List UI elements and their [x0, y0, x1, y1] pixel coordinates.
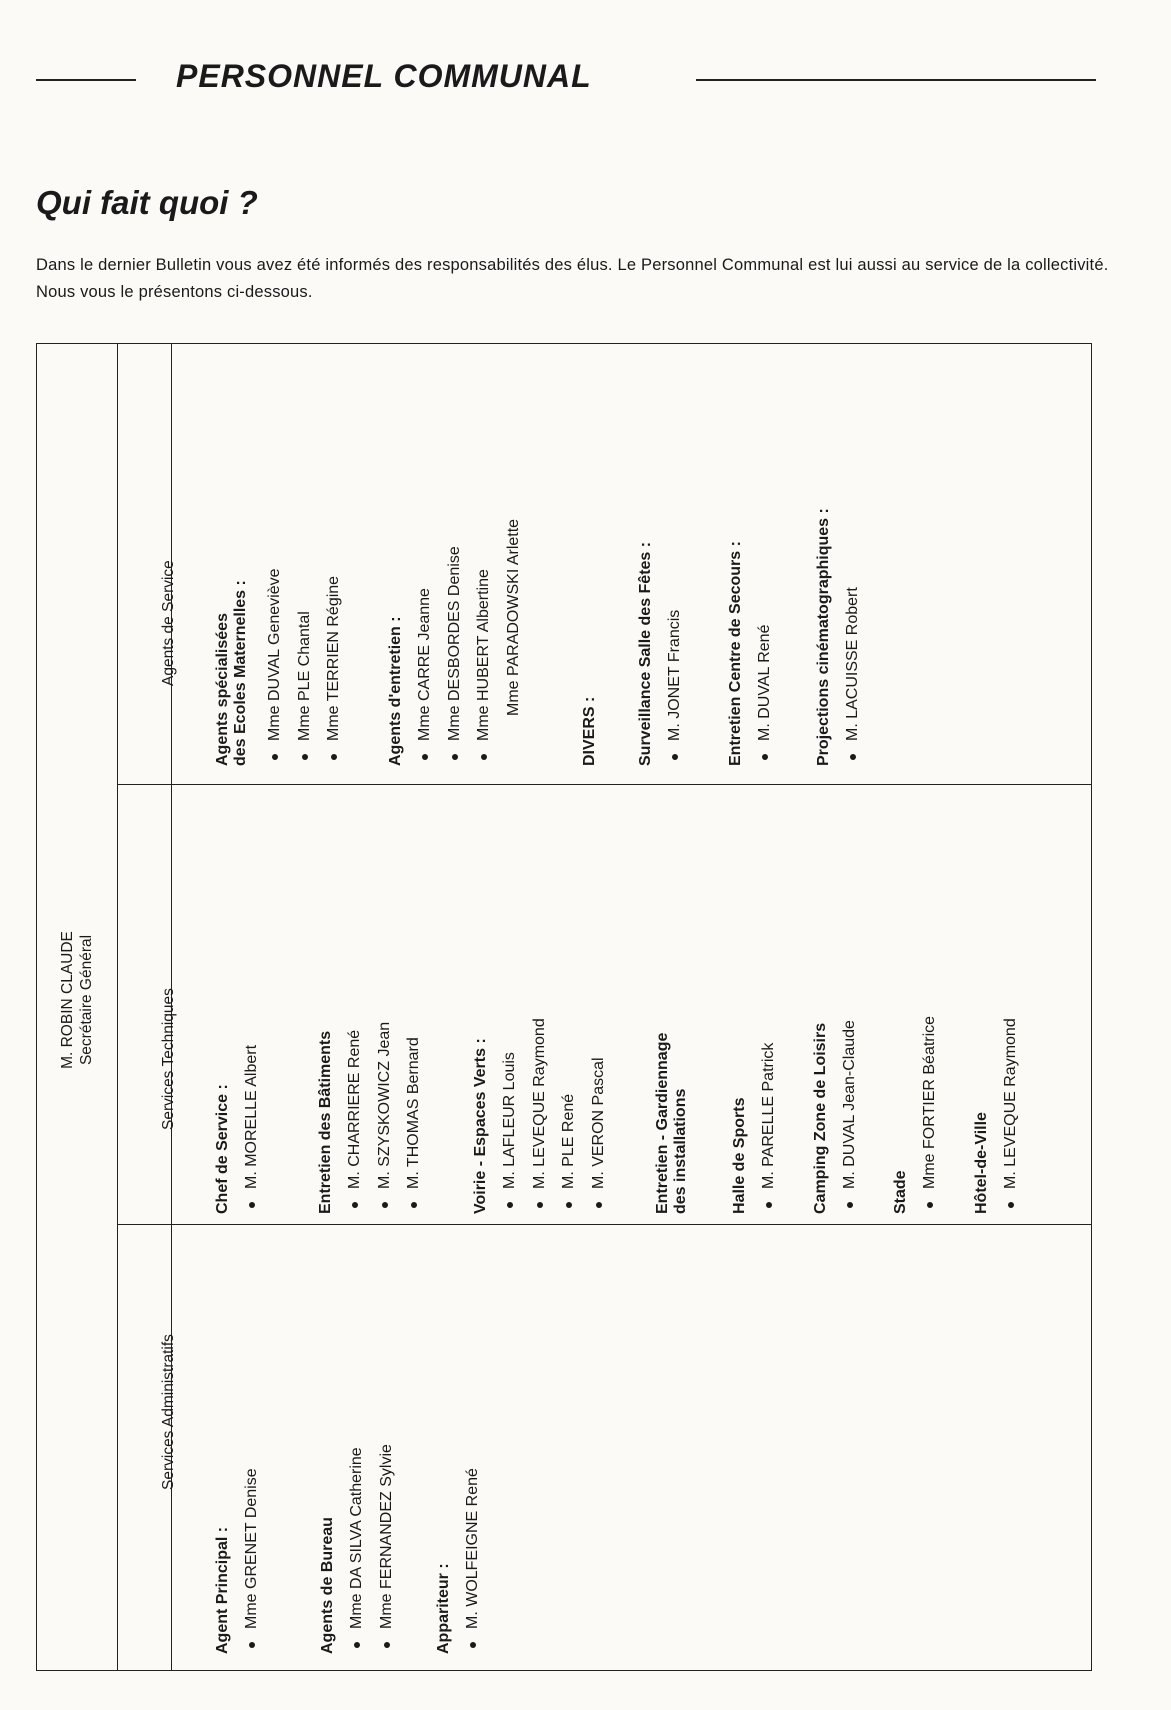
list-item: M. LEVEQUE Raymond — [525, 1018, 555, 1214]
list-item: Mme HUBERT Albertine — [469, 519, 499, 766]
group-members-camping — [835, 1020, 865, 1214]
list-item: Mme DUVAL Geneviève — [260, 568, 290, 766]
bullet-icon — [354, 1642, 360, 1648]
bullet-icon — [331, 754, 337, 760]
group-heading-agents-entretien: Agents d'entretien : — [387, 616, 404, 766]
bullet-icon — [470, 1642, 476, 1648]
list-item: M. PARELLE Patrick — [754, 1043, 784, 1214]
list-item: Mme DA SILVA Catherine — [342, 1444, 372, 1654]
group-heading-entretien-batiments: Entretien des Bâtiments — [317, 1030, 334, 1214]
list-item: M. LACUISSE Robert — [838, 587, 868, 766]
secretary-role: Secrétaire Général — [77, 934, 95, 1066]
list-item: M. WOLFEIGNE René — [458, 1468, 488, 1654]
bullet-icon — [249, 1642, 255, 1648]
group-members-halle-sports — [754, 1043, 784, 1214]
secretary-block — [59, 848, 96, 1152]
group-heading-salle-fetes: Surveillance Salle des Fêtes : — [637, 541, 654, 766]
banner-rule-left — [36, 79, 136, 81]
column-header-admin: Services Administratifs — [160, 1334, 177, 1490]
secretary-name: M. ROBIN CLAUDE — [59, 931, 76, 1069]
banner-rule-right — [696, 79, 1096, 81]
group-members-stade — [915, 1016, 945, 1214]
group-heading-stade: Stade — [892, 1170, 909, 1214]
page-subtitle: Qui fait quoi ? — [36, 184, 258, 221]
list-item: Mme FERNANDEZ Sylvie — [372, 1444, 402, 1654]
group-heading-agents-bureau: Agents de Bureau — [319, 1517, 336, 1654]
bullet-icon — [382, 1202, 388, 1208]
group-members-voirie-espaces-verts — [495, 1018, 613, 1214]
bullet-icon — [352, 1202, 358, 1208]
heading-line: Agents spécialisées — [214, 613, 231, 766]
group-members-agents-specialisees — [260, 568, 349, 766]
column-header-technique: Services Techniques — [160, 988, 177, 1130]
group-members-chef-service — [237, 1045, 267, 1214]
group-heading-centre-secours: Entretien Centre de Secours : — [727, 541, 744, 766]
list-item: Mme TERRIEN Régine — [319, 568, 349, 766]
group-members-agents-entretien — [410, 519, 528, 766]
group-members-entretien-batiments — [340, 1022, 429, 1214]
group-heading-voirie-espaces-verts: Voirie - Espaces Verts : — [472, 1038, 489, 1214]
heading-line: des Ecoles Maternelles : — [232, 580, 250, 766]
bullet-icon — [566, 1202, 572, 1208]
group-heading-halle-sports: Halle de Sports — [731, 1097, 748, 1214]
list-item: M. JONET Francis — [660, 610, 690, 766]
list-item: M. MORELLE Albert — [237, 1045, 267, 1214]
rotated-content — [37, 344, 1093, 1672]
page-banner — [36, 58, 1096, 98]
list-item: M. DUVAL René — [750, 625, 780, 766]
group-members-centre-secours — [750, 625, 780, 766]
bullet-icon — [672, 754, 678, 760]
group-heading-camping: Camping Zone de Loisirs — [812, 1022, 829, 1214]
bullet-icon — [272, 754, 278, 760]
bullet-icon — [481, 754, 487, 760]
group-heading-appariteur: Appariteur : — [435, 1563, 452, 1654]
group-heading-entretien-gardiennage — [654, 1033, 691, 1214]
intro-paragraph: Dans le dernier Bulletin vous avez été informés des responsabilités des élus. Le Personnel Communal est lui aussi au service de la collectivité. Nous vous le présentons ci-dessous. — [36, 256, 1109, 301]
group-members-appariteur — [458, 1468, 488, 1654]
bullet-icon — [927, 1202, 933, 1208]
heading-line: des installations — [672, 1088, 690, 1214]
list-item: Mme FORTIER Béatrice — [915, 1016, 945, 1214]
bullet-icon — [422, 754, 428, 760]
list-item: Mme PLE Chantal — [290, 568, 320, 766]
bullet-icon — [847, 1202, 853, 1208]
group-heading-chef-service: Chef de Service : — [214, 1084, 231, 1214]
group-heading-agent-principal: Agent Principal : — [214, 1526, 231, 1654]
group-heading-agents-specialisees — [214, 580, 251, 766]
list-item: M. VERON Pascal — [584, 1018, 614, 1214]
group-members-agent-principal — [237, 1468, 267, 1654]
column-header-service: Agents de Service — [160, 560, 177, 686]
list-item: M. SZYSKOWICZ Jean — [370, 1022, 400, 1214]
bullet-icon — [850, 754, 856, 760]
group-members-agents-bureau — [342, 1444, 401, 1654]
bullet-icon — [507, 1202, 513, 1208]
list-item: M. CHARRIERE René — [340, 1022, 370, 1214]
group-heading-hotel-de-ville: Hôtel-de-Ville — [973, 1112, 990, 1214]
bullet-icon — [537, 1202, 543, 1208]
heading-line: Entretien - Gardiennage — [654, 1032, 671, 1214]
list-item: M. PLE René — [554, 1018, 584, 1214]
bullet-icon — [766, 1202, 772, 1208]
banner-title: PERSONNEL COMMUNAL — [176, 58, 592, 94]
group-members-salle-fetes — [660, 610, 690, 766]
list-item: M. LAFLEUR Louis — [495, 1018, 525, 1214]
list-item: Mme PARADOWSKI Arlette — [504, 518, 522, 716]
group-members-hotel-de-ville — [996, 1018, 1026, 1214]
list-item: M. DUVAL Jean-Claude — [835, 1020, 865, 1214]
list-item: M. THOMAS Bernard — [399, 1022, 429, 1214]
bullet-icon — [762, 754, 768, 760]
list-item: M. LEVEQUE Raymond — [996, 1018, 1026, 1214]
bullet-icon — [384, 1642, 390, 1648]
org-chart-table — [36, 343, 1092, 1671]
list-item: Mme GRENET Denise — [237, 1468, 267, 1654]
bullet-icon — [452, 754, 458, 760]
group-heading-divers: DIVERS : — [581, 696, 598, 766]
bullet-icon — [596, 1202, 602, 1208]
bullet-icon — [411, 1202, 417, 1208]
bullet-icon — [1008, 1202, 1014, 1208]
list-item: Mme DESBORDES Denise — [440, 519, 470, 766]
bullet-icon — [302, 754, 308, 760]
list-item: Mme CARRE Jeanne — [410, 519, 440, 766]
group-heading-projections: Projections cinématographiques : — [815, 508, 832, 766]
bullet-icon — [249, 1202, 255, 1208]
group-members-projections — [838, 587, 868, 766]
